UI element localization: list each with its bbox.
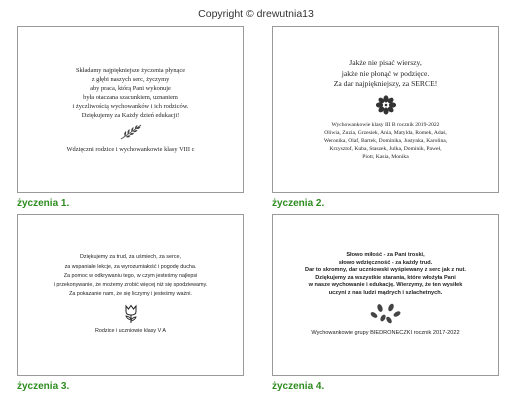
card-4-line: Słowo miłość - za Pani troski, [346, 251, 425, 258]
tulip-icon [123, 304, 139, 324]
greeting-card-1 [17, 26, 244, 193]
card-4-line: Dziękujemy za wszystkie starania, które włożyła Pani [315, 274, 456, 281]
card-2-line: jakże nie płonąć w podzięce. [341, 68, 430, 78]
card-4-line: Dar to skromny, dar uczniowski wyśpiewany z serc jak z nut. [305, 267, 466, 274]
card-1-line: Składamy najpiękniejsze życzenia płynące [75, 66, 186, 74]
card-1-line: aby praca, którą Pani wykonuje [90, 84, 171, 92]
card-2-names: Weronika, Olaf, Bartek, Dominika, Justynka, Karolina, [323, 137, 448, 144]
flower-icon [375, 95, 397, 115]
card-2-caption: życzenia 2. [272, 198, 325, 209]
card-3-line: Dziękujemy za trud, za uśmiech, za serce, [80, 254, 181, 261]
card-1-signature: Wdzięczni rodzice i wychowankowie klasy VIII c [66, 145, 195, 153]
greeting-card-2 [272, 26, 499, 193]
card-1-line: Dziękujemy za Każdy dzień edukacji! [81, 111, 180, 119]
card-4-caption: życzenia 4. [272, 381, 325, 392]
card-3-signature: Rodzice i uczniowie klasy V A [94, 328, 166, 335]
card-3-caption: życzenia 3. [17, 381, 70, 392]
card-3-line: i przekonywanie, że możemy zrobić więcej niż się spodziewamy. [53, 282, 208, 288]
card-1-line: była otaczana szacunkiem, uznaniem [83, 93, 178, 101]
card-4-line: słowo wdzięczność - za każdy trud. [338, 259, 433, 266]
card-4-line: uczyni z nas ludzi mądrych i szlachetnych. [328, 289, 443, 296]
greeting-card-4 [272, 214, 499, 376]
card-3-line: Za pomoc w odkrywaniu tego, w czym jesteśmy najlepsi [63, 272, 198, 279]
card-2-line: Za dar najpiękniejszy, za SERCE! [333, 79, 438, 89]
card-2-names: Oliwia, Zuzia, Grzesiek, Ania, Matylda, Romek, Adaś, [324, 129, 447, 136]
card-1-line: i życzliwością wychowanków i ich rodziców. [72, 102, 189, 110]
card-1-line: z głębi naszych serc, życzymy [91, 75, 170, 83]
card-3-line: za wspaniałe lekcje, za wyrozumiałość i pogodę ducha. [64, 263, 197, 270]
fern-icon [118, 123, 144, 141]
card-2-names: Krzysztof, Kuba, Staszek, Julka, Dominik, Paweł, [329, 145, 442, 152]
card-1-caption: życzenia 1. [17, 198, 70, 209]
card-2-line: Jakże nie pisać wierszy, [349, 58, 422, 68]
card-4-signature: Wychowankowie grupy BIEDRONECZKI rocznik 2017-2022 [311, 330, 460, 337]
card-3-line: Za pokazanie nam, że się liczymy i jesteśmy ważni. [69, 291, 192, 298]
card-2-names: Piotr, Kasia, Monika [362, 153, 409, 160]
card-2-signature: Wychowankowie klasy III B rocznik 2019-2022 [331, 121, 440, 128]
greeting-card-3 [17, 214, 244, 376]
leaves-icon [369, 303, 403, 325]
card-4-line: w nasze wychowanie i edukację. Wierzymy, że ten wysiłek [308, 282, 463, 289]
copyright-notice: Copyright © drewutnia13 [198, 8, 314, 20]
